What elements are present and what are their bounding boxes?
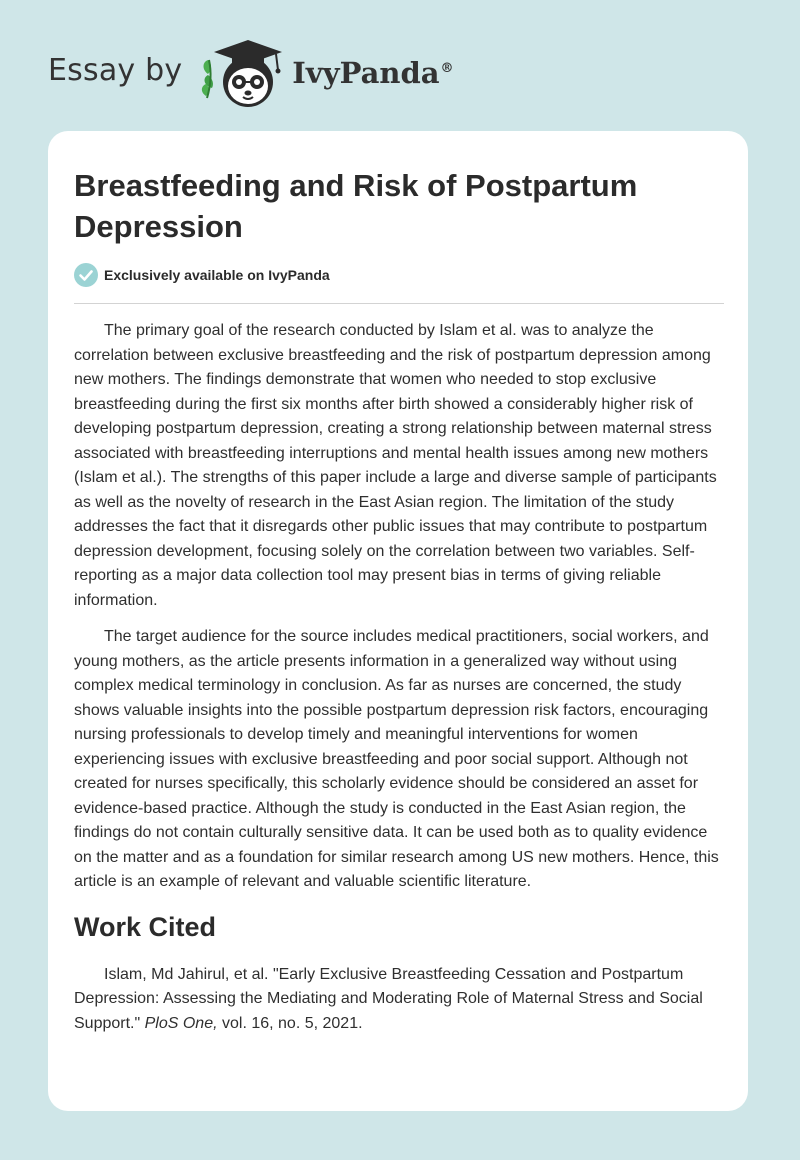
page-title: Breastfeeding and Risk of Postpartum Depression (74, 168, 638, 244)
exclusive-badge (74, 263, 330, 287)
site-header (48, 34, 454, 110)
essay-by-label: Essay by (48, 52, 183, 88)
check-circle-icon (74, 263, 98, 287)
divider (74, 303, 724, 304)
brand-name[interactable] (292, 56, 453, 90)
trademark-symbol: ® (440, 61, 454, 77)
citation-journal: PloS One, (144, 1014, 218, 1032)
essay-card (48, 131, 748, 1111)
works-cited-heading: Work Cited (74, 911, 217, 942)
panda-graduate-icon[interactable] (198, 34, 290, 110)
badge-label: Exclusively available on IvyPanda (104, 267, 330, 283)
citation-details: vol. 16, no. 5, 2021. (217, 1014, 363, 1032)
essay-body (74, 319, 724, 1036)
paragraph: The target audience for the source includes medical practitioners, social workers, and young mothers, as the article presents information in a generalized way without using complex medical terminology in conclusion. As far as nurses are concerned, the study shows valuable insights into the possible postpartum depression risk factors, encouraging nursing professionals to develop timely and meaningful interventions for women experiencing issues with exclusive breastfeeding and poor social support. Although not created for nurses specifically, this scholarly evidence should be considered an asset for evidence-based practice. Although the study is conducted in the East Asian region, the findings do not contain culturally sensitive data. It can be used both as to quality evidence on the matter and as a foundation for similar research among US new mothers. Hence, this article is an example of relevant and valuable scientific literature. (74, 628, 719, 890)
citation-entry (74, 963, 724, 1037)
citation-text: Islam, Md Jahirul, et al. "Early Exclusive Breastfeeding Cessation and Postpartum Depression: Assessing the Mediating and Moderating Role of Maternal Stress and Social Support." (74, 965, 703, 1032)
brand-text: IvyPanda (292, 56, 440, 90)
paragraph: The primary goal of the research conducted by Islam et al. was to analyze the correlation between exclusive breastfeeding and the risk of postpartum depression among new mothers. The findings demonstrate that women who needed to stop exclusive breastfeeding during the first six months after birth showed a considerably higher risk of developing postpartum depression, creating a strong relationship between maternal stress associated with breastfeeding interruptions and mental health issues among new mothers (Islam et al.). The strengths of this paper include a large and diverse sample of participants as well as the novelty of research in the East Asian region. The limitation of the study addresses the fact that it disregards other public issues that may contribute to postpartum depression development, focusing solely on the correlation between two variables. Self-reporting as a major data collection tool may present bias in terms of giving reliable information. (74, 322, 717, 609)
